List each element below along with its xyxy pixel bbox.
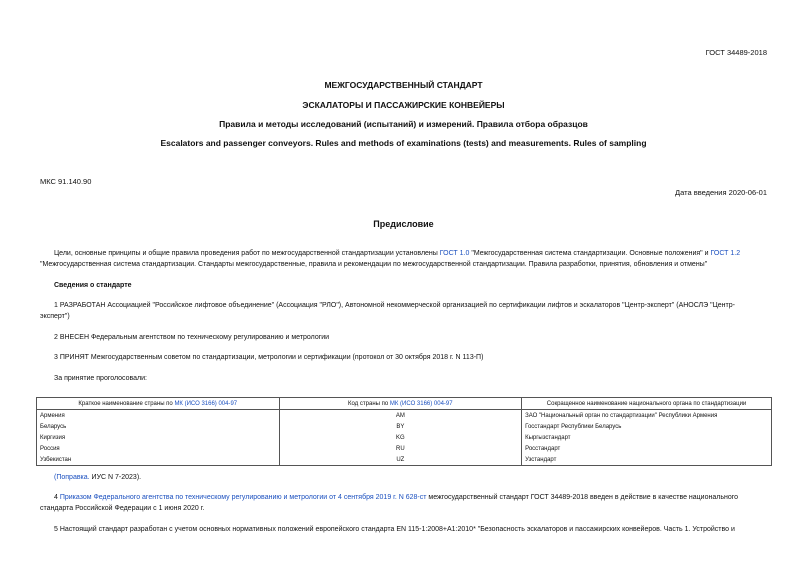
mks-code: МКС 91.140.90 xyxy=(40,177,92,186)
code-cell: RU xyxy=(279,443,522,454)
foreword-paragraph-line-1 xyxy=(40,248,770,259)
voted-label xyxy=(40,373,770,384)
item-1 xyxy=(40,300,770,322)
item-5 xyxy=(40,524,770,535)
country-cell: Беларусь xyxy=(37,421,280,432)
header-text: Краткое наименование страны по xyxy=(78,400,175,407)
code-cell: KG xyxy=(279,432,522,443)
item-2-text: 2 ВНЕСЕН Федеральным агентством по техническому регулированию и метрологии xyxy=(54,334,330,341)
item-4-prefix: 4 xyxy=(54,494,60,501)
gost-1-2-link[interactable]: ГОСТ 1.2 xyxy=(710,250,741,257)
header-text: Код страны по xyxy=(348,400,390,407)
paragraph-text: "Межгосударственная система стандартизации. Основные положения" и xyxy=(469,250,711,257)
document-number: ГОСТ 34489-2018 xyxy=(705,48,767,57)
table-row xyxy=(37,443,772,454)
item-4-line-2: стандарта Российской Федерации с 1 июня 2020 г. xyxy=(40,505,205,512)
body-cell: Узстандарт xyxy=(522,454,772,466)
item-3 xyxy=(40,352,770,363)
standard-name-title: ЭСКАЛАТОРЫ И ПАССАЖИРСКИЕ КОНВЕЙЕРЫ xyxy=(302,100,505,110)
gost-1-0-link[interactable]: ГОСТ 1.0 xyxy=(439,250,470,257)
table-row xyxy=(37,421,772,432)
item-4 xyxy=(40,492,770,514)
country-cell: Узбекистан xyxy=(37,454,280,466)
item-2 xyxy=(40,332,770,343)
info-heading-text: Сведения о стандарте xyxy=(54,282,132,289)
amendment-link[interactable]: (Поправка. xyxy=(54,474,90,481)
introduction-date: Дата введения 2020-06-01 xyxy=(675,188,767,197)
order-link[interactable]: Приказом Федерального агентства по техническому регулированию и метрологии от 4 сентября 2019 г. N 628-ст xyxy=(59,494,427,501)
mk-iso-link[interactable]: МК (ИСО 3166) 004-97 xyxy=(174,400,238,407)
paragraph-text: Цели, основные принципы и общие правила проведения работ по межгосударственной стандартизации установлены xyxy=(54,250,440,257)
foreword-heading: Предисловие xyxy=(373,219,434,229)
country-cell: Армения xyxy=(37,410,280,422)
country-cell: Россия xyxy=(37,443,280,454)
item-1-line-1: 1 РАЗРАБОТАН Ассоциацией "Российское лифтовое объединение" (Ассоциация "РЛО"), Автономной некоммерческой организацией по сертификации лифтов и эскалаторов "Центр-эксперт" (АНОСЛЭ "Центр- xyxy=(54,302,735,309)
standard-subtitle: Правила и методы исследований (испытаний) и измерений. Правила отбора образцов xyxy=(219,119,588,129)
amendment-text: ИУС N 7-2023). xyxy=(89,474,142,481)
code-cell: BY xyxy=(279,421,522,432)
item-1-line-2: эксперт") xyxy=(40,313,70,320)
mk-iso-link[interactable]: МК (ИСО 3166) 004-97 xyxy=(389,400,453,407)
code-cell: AM xyxy=(279,410,522,422)
body-cell: Госстандарт Республики Беларусь xyxy=(522,421,772,432)
foreword-paragraph-line-2: "Межгосударственная система стандартизации. Стандарты межгосударственные, правила и рекомендации по межгосударственной стандартизации. Правила разработки, принятия, обновления и отмены" xyxy=(40,261,708,268)
info-heading xyxy=(40,280,770,291)
table-row xyxy=(37,454,772,466)
voting-states-table xyxy=(36,397,772,466)
table-header-country xyxy=(37,398,280,410)
table-row xyxy=(37,410,772,422)
table-row xyxy=(37,432,772,443)
country-cell: Киргизия xyxy=(37,432,280,443)
body-cell: Кыргызстандарт xyxy=(522,432,772,443)
amendment-note xyxy=(40,472,770,483)
foreword-paragraph xyxy=(40,248,770,270)
table-header-row xyxy=(37,398,772,410)
body-cell: ЗАО "Национальный орган по стандартизации" Республики Армения xyxy=(522,410,772,422)
standard-type-title: МЕЖГОСУДАРСТВЕННЫЙ СТАНДАРТ xyxy=(324,80,483,90)
standard-english-title: Escalators and passenger conveyors. Rules and methods of examinations (tests) and measurements. Rules of sampling xyxy=(160,138,647,148)
item-5-text: 5 Настоящий стандарт разработан с учетом основных нормативных положений европейского стандарта EN 115-1:2008+A1:2010* "Безопасность эскалаторов и пассажирских конвейеров. Часть 1. Устройство и xyxy=(54,526,735,533)
body-cell: Росстандарт xyxy=(522,443,772,454)
table-header-code xyxy=(279,398,522,410)
voted-label-text: За принятие проголосовали: xyxy=(54,375,147,382)
item-3-text: 3 ПРИНЯТ Межгосударственным советом по стандартизации, метрологии и сертификации (протокол от 30 октября 2018 г. N 113-П) xyxy=(54,354,484,361)
code-cell: UZ xyxy=(279,454,522,466)
table-header-body: Сокращенное наименование национального органа по стандартизации xyxy=(522,398,772,410)
item-4-text: межгосударственный стандарт ГОСТ 34489-2018 введен в действие в качестве национального xyxy=(426,494,739,501)
